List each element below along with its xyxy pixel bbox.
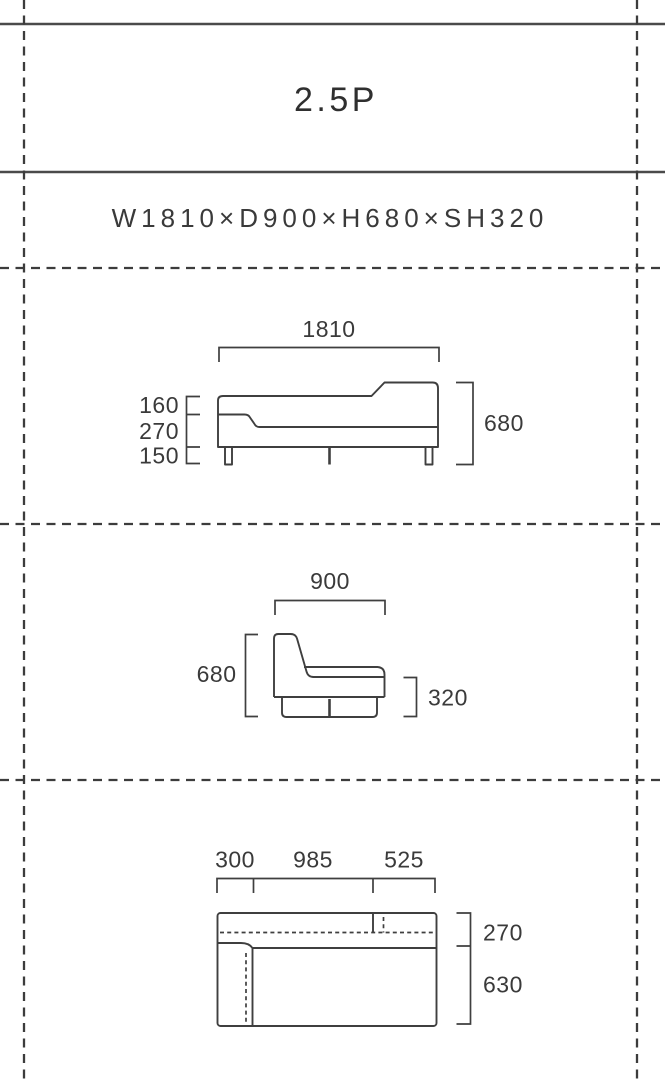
front-view [139, 316, 524, 469]
front-width-label: 1810 [302, 316, 356, 342]
top-segment-985-label: 985 [293, 846, 333, 873]
front-height-label: 680 [484, 410, 524, 436]
top-back-depth-label: 270 [483, 919, 523, 946]
sofa-side-back-outline [274, 634, 385, 697]
side-view [197, 568, 468, 717]
side-seat-height-label: 320 [428, 684, 468, 711]
side-height-bracket [246, 635, 259, 717]
top-depth-bracket [457, 913, 471, 1024]
side-seat-height-bracket [404, 678, 417, 717]
front-base-height-label: 270 [139, 418, 179, 444]
sofa-front-outline [218, 383, 438, 448]
front-width-bracket [219, 348, 439, 363]
product-size-spec: W1810×D900×H680×SH320 [111, 203, 549, 233]
header [112, 81, 549, 233]
side-depth-bracket [275, 601, 385, 616]
top-segment-300-label: 300 [215, 846, 255, 873]
front-left-dim-bracket [187, 397, 201, 464]
sofa-front-seat-seam [218, 415, 438, 428]
plan-seat-front-line [218, 943, 437, 948]
front-left-leg [225, 447, 232, 465]
front-right-leg [426, 447, 433, 465]
top-seat-depth-label: 630 [483, 971, 523, 998]
top-segment-525-label: 525 [384, 846, 424, 873]
side-depth-label: 900 [310, 568, 350, 594]
front-height-bracket [456, 383, 473, 465]
top-width-bracket [217, 879, 435, 894]
front-back-top-height-label: 160 [139, 392, 179, 418]
product-title: 2.5P [294, 81, 378, 119]
sofa-side-seat-outline [304, 667, 385, 697]
top-view [215, 847, 523, 1027]
side-height-label: 680 [196, 661, 237, 687]
sofa-plan-outline [218, 913, 437, 1026]
front-leg-height-label: 150 [139, 442, 179, 469]
